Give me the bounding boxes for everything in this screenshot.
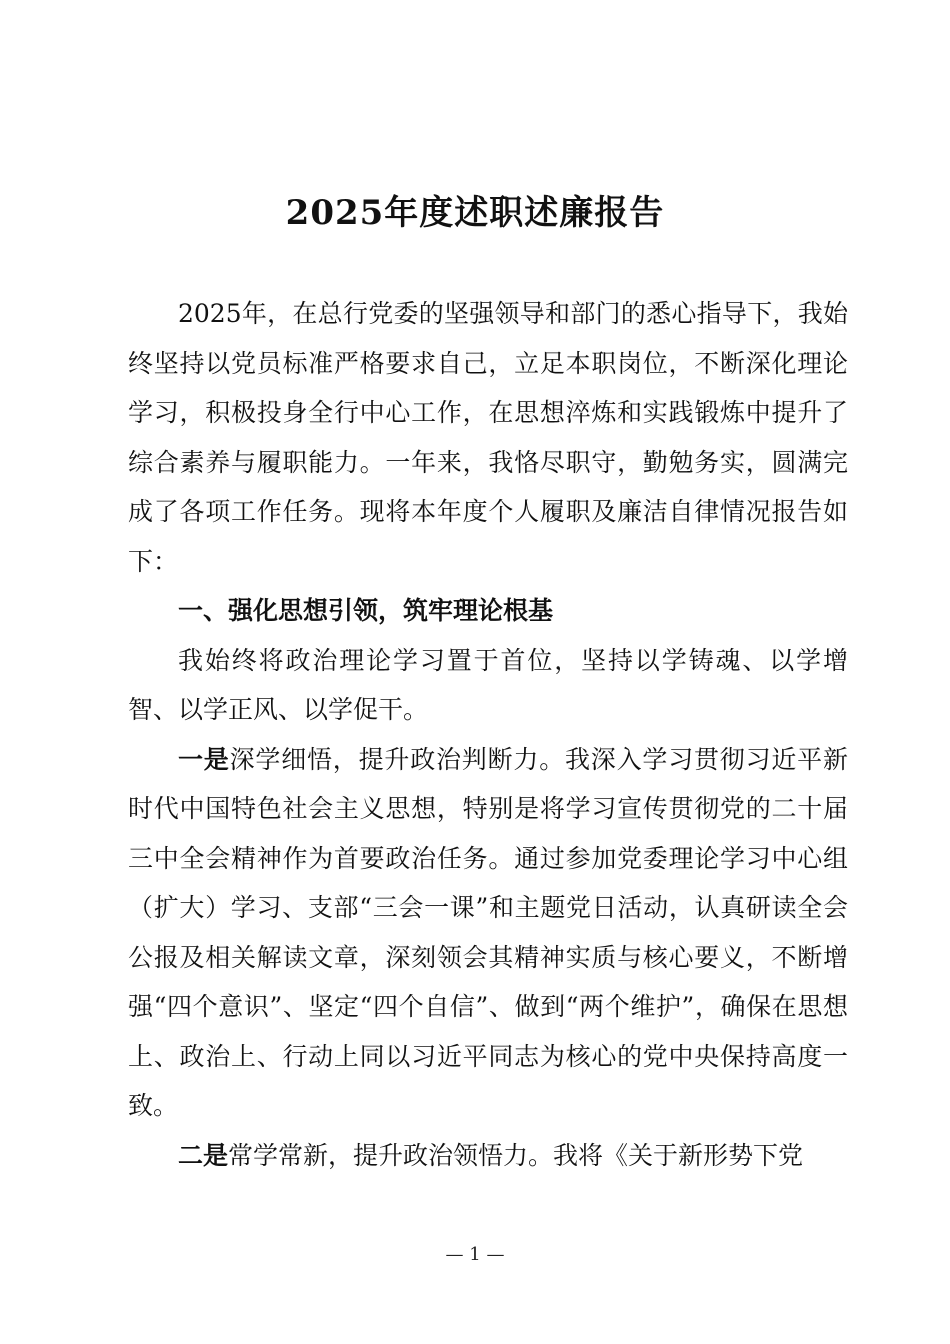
intro-paragraph: 2025年，在总行党委的坚强领导和部门的悉心指导下，我始终坚持以党员标准严格要求自己，立足本职岗位，不断深化理论学习，积极投身全行中心工作，在思想淬炼和实践锻炼中提升了综合素养与履职能力。一年来，我恪尽职守，勤勉务实，圆满完成了各项工作任务。现将本年度个人履职及廉洁自律情况报告如下：: [128, 299, 848, 576]
page-number: — 1 —: [445, 1244, 505, 1265]
document-title: 2025年度述职述廉报告: [285, 193, 665, 233]
point-two-text: 常学常新，提升政治领悟力。我将《关于新形势下党: [228, 1140, 804, 1170]
document-body: [128, 289, 848, 1180]
point-two-label: 二是: [178, 1140, 229, 1170]
section-lead-paragraph: 我始终将政治理论学习置于首位，坚持以学铸魂、以学增智、以学正风、以学促干。: [128, 645, 848, 724]
point-two-paragraph: [128, 1131, 848, 1181]
point-one-text: 深学细悟，提升政治判断力。我深入学习贯彻习近平新时代中国特色社会主义思想，特别是将学习宣传贯彻党的二十届三中全会精神作为首要政治任务。通过参加党委理论学习中心组（扩大）学习、支部“三会一课”和主题党日活动，认真研读全会公报及相关解读文章，深刻领会其精神实质与核心要义，不断增强“四个意识”、坚定“四个自信”、做到“两个维护”，确保在思想上、政治上、行动上同以习近平同志为核心的党中央保持高度一致。: [128, 744, 848, 1120]
point-one-paragraph: [128, 735, 848, 1131]
point-one-label: 一是: [178, 744, 230, 774]
section-heading: 一、强化思想引领，筑牢理论根基: [178, 596, 554, 625]
